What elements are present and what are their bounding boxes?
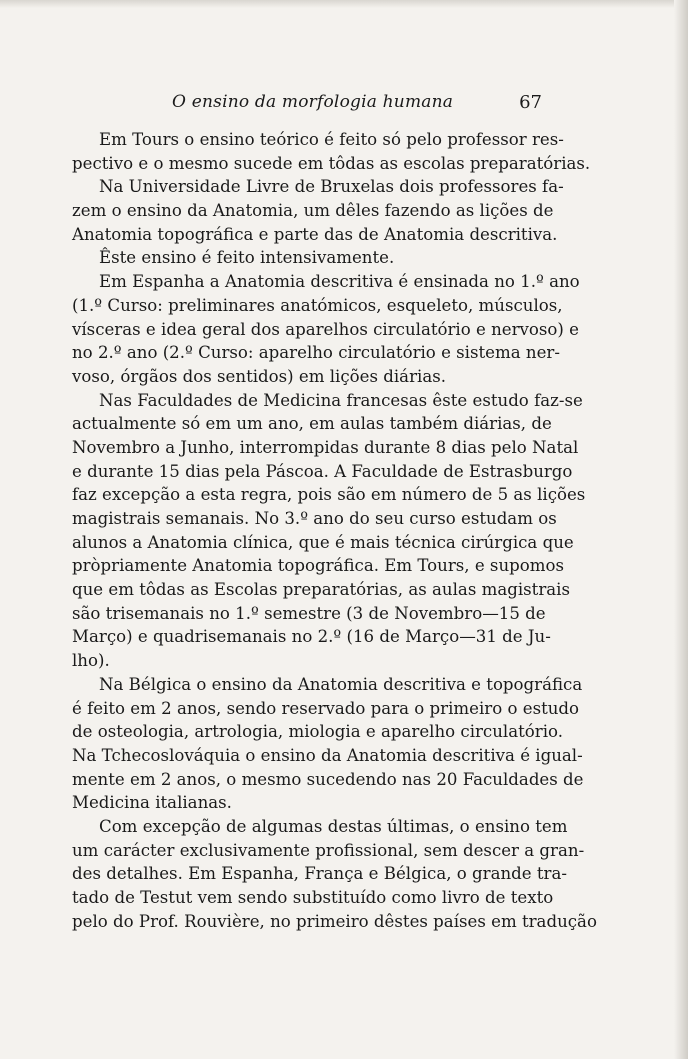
text-line: que em tôdas as Escolas preparatórias, as aulas magistrais xyxy=(72,580,570,600)
text-line: faz excepção a esta regra, pois são em número de 5 as lições xyxy=(72,485,586,505)
text-line: e durante 15 dias pela Páscoa. A Faculdade de Estrasburgo xyxy=(72,461,573,481)
text-line: Com excepção de algumas destas últimas, o ensino tem xyxy=(99,816,568,836)
page-top-edge xyxy=(0,0,688,8)
text-line: (1.º Curso: preliminares anatómicos, esqueleto, músculos, xyxy=(72,295,563,315)
text-line: mente em 2 anos, o mesmo sucedendo nas 20 Faculdades de xyxy=(72,769,584,789)
text-line: Medicina italianas. xyxy=(72,793,232,813)
text-line: Na Tchecoslováquia o ensino da Anatomia descritiva é igual- xyxy=(72,745,583,765)
text-line: um carácter exclusivamente profissional, sem descer a gran- xyxy=(72,840,585,860)
text-line: Anatomia topográfica e parte das de Anatomia descritiva. xyxy=(72,224,558,244)
text-line: é feito em 2 anos, sendo reservado para o primeiro o estudo xyxy=(72,698,580,718)
text-line: des detalhes. Em Espanha, França e Bélgica, o grande tra- xyxy=(72,864,567,884)
text-line: Em Espanha a Anatomia descritiva é ensinada no 1.º ano xyxy=(99,272,580,292)
text-line: zem o ensino da Anatomia, um dêles fazendo as lições de xyxy=(72,201,554,221)
text-line: Em Tours o ensino teórico é feito só pelo professor res- xyxy=(99,130,564,149)
running-title: O ensino da morfologia humana xyxy=(172,92,454,112)
page-number: 67 xyxy=(519,92,542,113)
text-line: voso, órgãos dos sentidos) em lições diárias. xyxy=(72,366,446,386)
page-right-edge xyxy=(674,0,688,1059)
text-line: magistrais semanais. No 3.º ano do seu curso estudam os xyxy=(72,509,557,528)
text-line: Na Universidade Livre de Bruxelas dois professores fa- xyxy=(99,177,564,197)
body-text xyxy=(72,128,597,933)
text-line: lho). xyxy=(72,651,110,671)
text-line: Novembro a Junho, interrompidas durante 8 dias pelo Natal xyxy=(72,437,579,457)
text-line: vísceras e idea geral dos aparelhos circulatório e nervoso) e xyxy=(72,319,579,339)
text-line: Na Bélgica o ensino da Anatomia descritiva e topográfica xyxy=(99,674,583,694)
text-line: pectivo e o mesmo sucede em tôdas as escolas preparatórias. xyxy=(72,153,591,173)
text-line: Êste ensino é feito intensivamente. xyxy=(99,248,395,268)
text-line: tado de Testut vem sendo substituído como livro de texto xyxy=(72,888,554,907)
page-header xyxy=(72,92,542,120)
text-line: Março) e quadrisemanais no 2.º (16 de Março—31 de Ju- xyxy=(72,627,551,647)
text-line: alunos a Anatomia clínica, que é mais técnica cirúrgica que xyxy=(72,532,574,552)
text-line: no 2.º ano (2.º Curso: aparelho circulatório e sistema ner- xyxy=(72,343,560,363)
text-line: de osteologia, artrologia, miologia e aparelho circulatório. xyxy=(72,722,563,742)
text-line: actualmente só em um ano, em aulas também diárias, de xyxy=(72,414,552,434)
text-line: pròpriamente Anatomia topográfica. Em Tours, e supomos xyxy=(72,556,564,576)
text-line: são trisemanais no 1.º semestre (3 de Novembro—15 de xyxy=(72,603,546,623)
text-line: Nas Faculdades de Medicina francesas êste estudo faz-se xyxy=(99,390,583,410)
text-line: pelo do Prof. Rouvière, no primeiro dêstes países em tradução xyxy=(72,911,597,931)
